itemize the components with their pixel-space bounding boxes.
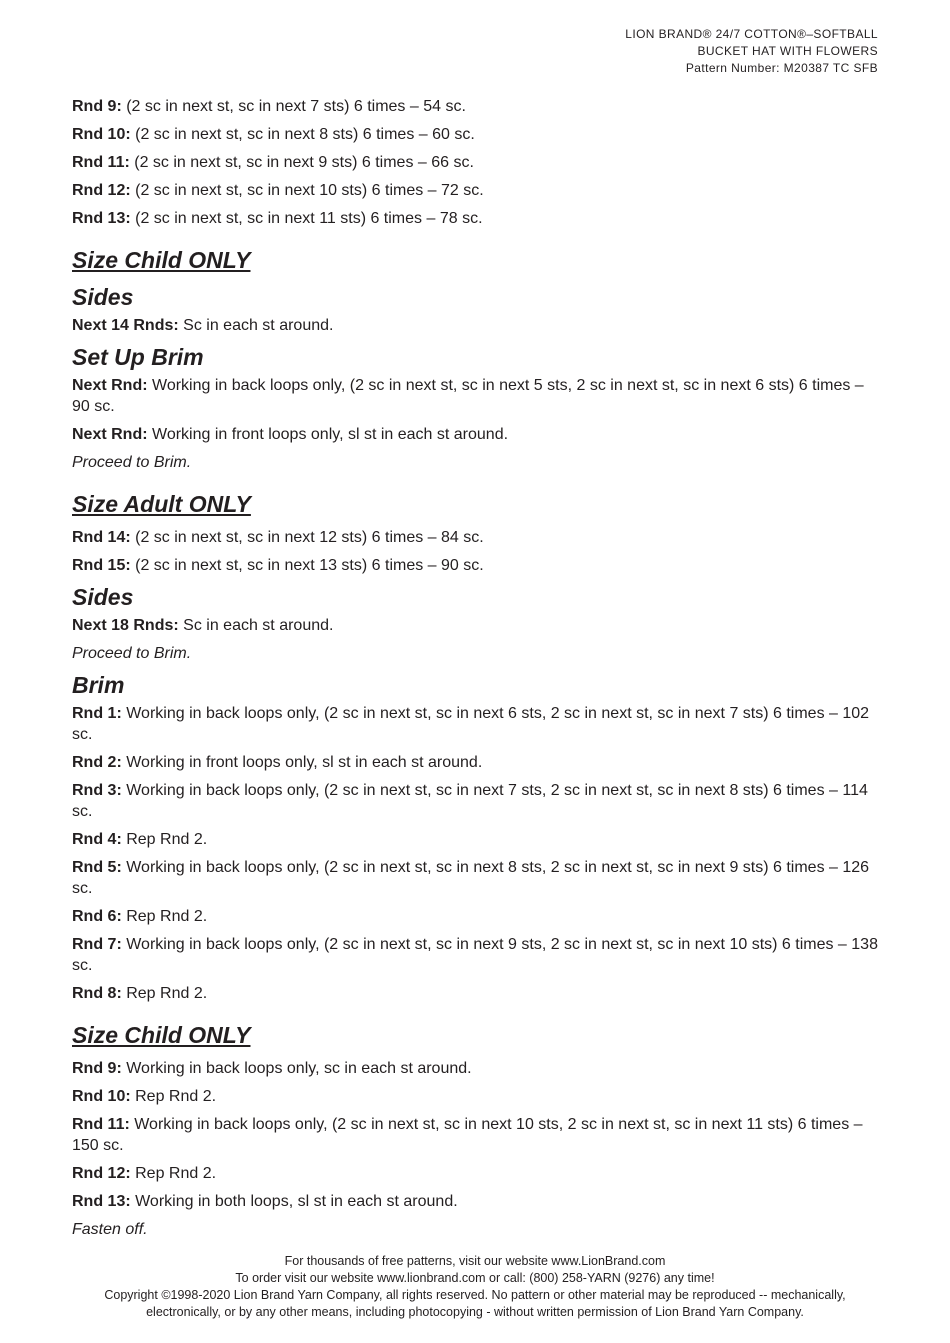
instruction-row: [72, 208, 878, 229]
round-instruction: Rep Rnd 2.: [130, 1165, 217, 1182]
round-label: Rnd 10:: [72, 126, 131, 143]
round-instruction: (2 sc in next st, sc in next 8 sts) 6 times – 60 sc.: [130, 126, 475, 143]
page-header: [625, 26, 878, 77]
italic-note: Fasten off.: [72, 1221, 148, 1238]
round-instruction: Working in back loops only, (2 sc in next st, sc in next 6 sts, 2 sc in next st, sc in next 7 sts) 6 times – 102 sc.: [72, 705, 870, 743]
round-instruction: (2 sc in next st, sc in next 13 sts) 6 times – 90 sc.: [130, 557, 484, 574]
instruction-row: [72, 934, 878, 976]
round-instruction: Rep Rnd 2.: [130, 1088, 217, 1105]
size-heading: Size Adult ONLY: [72, 491, 251, 517]
footer-website-note: For thousands of free patterns, visit our website www.LionBrand.com: [284, 1254, 666, 1268]
round-label: Next Rnd:: [72, 426, 148, 443]
instruction-row: [72, 527, 878, 548]
footer-copyright-line-1: Copyright ©1998-2020 Lion Brand Yarn Company, all rights reserved. No pattern or other material may be reproduced -- mechanically,: [104, 1288, 846, 1302]
round-label: Rnd 7:: [72, 936, 122, 953]
round-label: Rnd 12:: [72, 182, 131, 199]
instruction-row: [72, 375, 878, 417]
round-instruction: Working in back loops only, (2 sc in next st, sc in next 9 sts, 2 sc in next st, sc in next 10 sts) 6 times – 138 sc.: [72, 936, 878, 974]
round-instruction: (2 sc in next st, sc in next 12 sts) 6 times – 84 sc.: [130, 529, 484, 546]
footer-order-note: To order visit our website www.lionbrand.com or call: (800) 258-YARN (9276) any time!: [235, 1271, 715, 1285]
round-label: Rnd 9:: [72, 1060, 122, 1077]
pattern-brand-title: LION BRAND® 24/7 COTTON®–SOFTBALL: [625, 27, 878, 41]
pattern-number: Pattern Number: M20387 TC SFB: [685, 61, 878, 75]
instruction-row: [72, 857, 878, 899]
instruction-row: [72, 703, 878, 745]
round-label: Rnd 13:: [72, 210, 131, 227]
round-instruction: (2 sc in next st, sc in next 11 sts) 6 times – 78 sc.: [130, 210, 483, 227]
round-instruction: Rep Rnd 2.: [121, 831, 208, 848]
instruction-row: [72, 424, 878, 445]
italic-note: Proceed to Brim.: [72, 645, 192, 662]
round-instruction: Working in front loops only, sl st in each st around.: [121, 754, 483, 771]
round-label: Next 18 Rnds:: [72, 617, 179, 634]
instruction-row: [72, 1163, 878, 1184]
round-instruction: Working in front loops only, sl st in each st around.: [147, 426, 509, 443]
round-instruction: Working in back loops only, (2 sc in next st, sc in next 7 sts, 2 sc in next st, sc in next 8 sts) 6 times – 114 sc.: [72, 782, 868, 820]
instruction-row: [72, 152, 878, 173]
round-label: Rnd 4:: [72, 831, 122, 848]
round-label: Rnd 14:: [72, 529, 131, 546]
section-heading: Set Up Brim: [72, 344, 204, 370]
instruction-row: [72, 315, 878, 336]
round-label: Next Rnd:: [72, 377, 148, 394]
round-label: Rnd 2:: [72, 754, 122, 771]
instruction-row: [72, 1086, 878, 1107]
instruction-row: [72, 96, 878, 117]
round-label: Rnd 5:: [72, 859, 122, 876]
footer-copyright-line-2: electronically, or by any other means, including photocopying - without written permission of Lion Brand Yarn Company.: [146, 1305, 804, 1319]
round-label: Rnd 15:: [72, 557, 131, 574]
instruction-row: [72, 829, 878, 850]
round-instruction: Sc in each st around.: [178, 317, 334, 334]
round-instruction: Working in back loops only, (2 sc in next st, sc in next 5 sts, 2 sc in next st, sc in next 6 sts) 6 times – 90 sc.: [72, 377, 864, 415]
round-label: Rnd 1:: [72, 705, 122, 722]
instruction-row: [72, 124, 878, 145]
round-instruction: (2 sc in next st, sc in next 10 sts) 6 times – 72 sc.: [130, 182, 484, 199]
round-label: Rnd 10:: [72, 1088, 131, 1105]
section-heading: Sides: [72, 284, 134, 310]
round-label: Rnd 11:: [72, 1116, 130, 1133]
instruction-row: [72, 983, 878, 1004]
round-instruction: Working in both loops, sl st in each st around.: [130, 1193, 458, 1210]
instruction-row: [72, 555, 878, 576]
page-footer: [0, 1253, 950, 1321]
pattern-name: BUCKET HAT WITH FLOWERS: [697, 44, 878, 58]
pattern-instructions: [72, 96, 878, 1247]
instruction-row: [72, 752, 878, 773]
instruction-row: [72, 180, 878, 201]
size-heading: Size Child ONLY: [72, 1022, 251, 1048]
round-label: Rnd 9:: [72, 98, 122, 115]
section-heading: Sides: [72, 584, 134, 610]
round-label: Rnd 12:: [72, 1165, 131, 1182]
instruction-row: [72, 1114, 878, 1156]
round-instruction: (2 sc in next st, sc in next 7 sts) 6 times – 54 sc.: [121, 98, 466, 115]
section-heading: Brim: [72, 672, 125, 698]
instruction-row: [72, 615, 878, 636]
round-instruction: Working in back loops only, sc in each st around.: [121, 1060, 472, 1077]
round-instruction: Rep Rnd 2.: [121, 908, 208, 925]
round-instruction: Sc in each st around.: [178, 617, 334, 634]
round-instruction: Working in back loops only, (2 sc in next st, sc in next 10 sts, 2 sc in next st, sc in next 11 sts) 6 times – 150 sc.: [72, 1116, 863, 1154]
round-label: Next 14 Rnds:: [72, 317, 179, 334]
italic-note: Proceed to Brim.: [72, 454, 192, 471]
round-label: Rnd 6:: [72, 908, 122, 925]
instruction-row: [72, 906, 878, 927]
round-label: Rnd 11:: [72, 154, 130, 171]
size-heading: Size Child ONLY: [72, 247, 251, 273]
round-label: Rnd 13:: [72, 1193, 131, 1210]
round-label: Rnd 3:: [72, 782, 122, 799]
instruction-row: [72, 1058, 878, 1079]
round-instruction: Rep Rnd 2.: [121, 985, 208, 1002]
round-instruction: (2 sc in next st, sc in next 9 sts) 6 times – 66 sc.: [129, 154, 474, 171]
round-instruction: Working in back loops only, (2 sc in next st, sc in next 8 sts, 2 sc in next st, sc in next 9 sts) 6 times – 126 sc.: [72, 859, 870, 897]
instruction-row: [72, 780, 878, 822]
round-label: Rnd 8:: [72, 985, 122, 1002]
instruction-row: [72, 1191, 878, 1212]
